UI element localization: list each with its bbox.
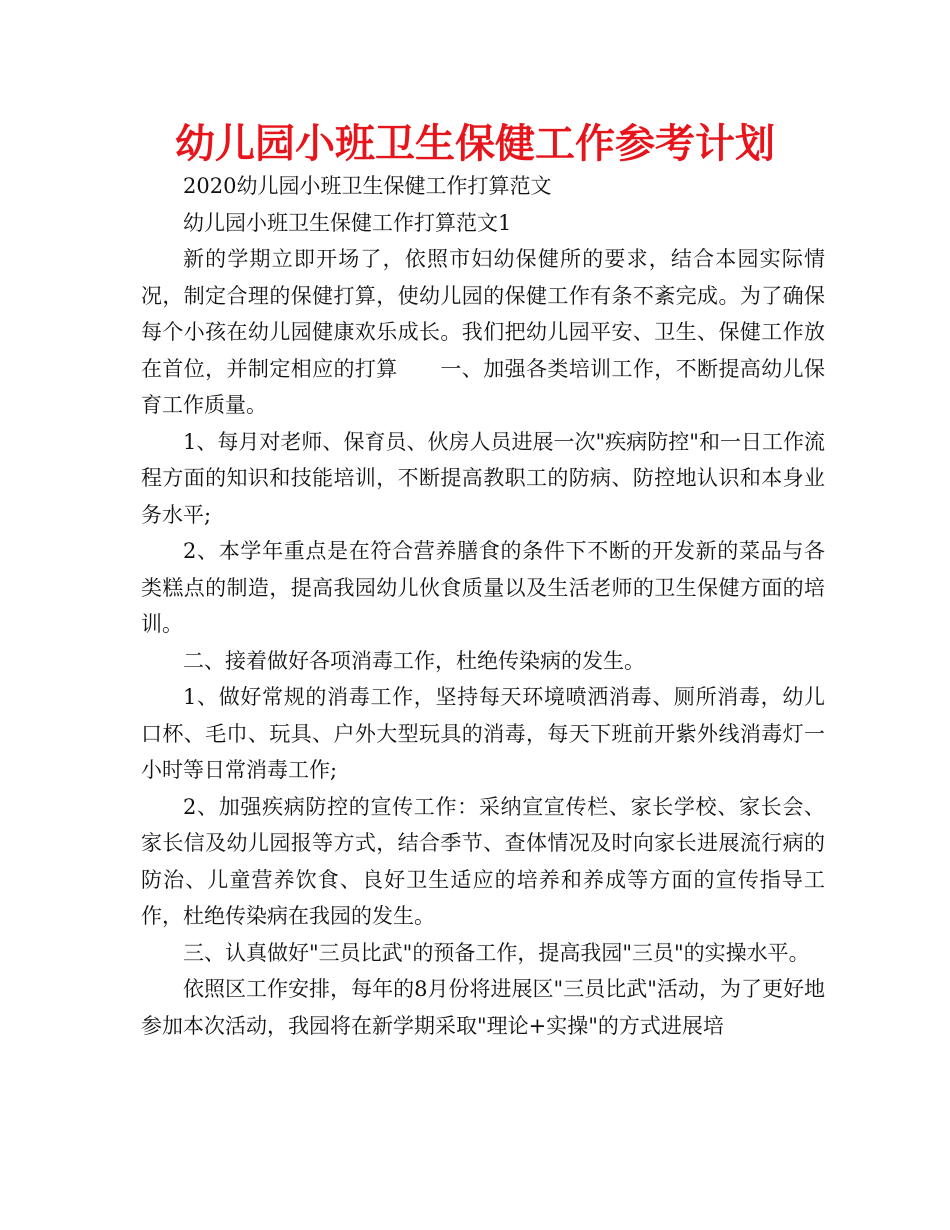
paragraph: 依照区工作安排，每年的8月份将进展区"三员比武"活动，为了更好地参加本次活动，我园将在新学期采取"理论+实操"的方式进展培: [141, 977, 825, 1038]
paragraph: 幼儿园小班卫生保健工作打算范文1: [183, 210, 512, 235]
paragraph: 三、认真做好"三员比武"的预备工作，提高我园"三员"的实操水平。: [183, 940, 810, 965]
paragraph: 2、本学年重点是在符合营养膳食的条件下不断的开发新的菜品与各类糕点的制造，提高我园幼儿伙食质量以及生活老师的卫生保健方面的培训。: [141, 539, 825, 636]
paragraph: 1、每月对老师、保育员、伙房人员进展一次"疾病防控"和一日工作流程方面的知识和技能培训，不断提高教职工的防病、防控地认识和本身业务水平;: [141, 429, 825, 527]
paragraph: 1、做好常规的消毒工作，坚持每天环境喷洒消毒、厕所消毒，幼儿口杯、毛巾、玩具、户外大型玩具的消毒，每天下班前开紫外线消毒灯一小时等日常消毒工作;: [141, 685, 825, 782]
paragraph: 2、加强疾病防控的宣传工作：采纳宣宣传栏、家长学校、家长会、家长信及幼儿园报等方式，结合季节、查体情况及时向家长进展流行病的防治、儿童营养饮食、良好卫生适应的培养和养成等方面的宣传指导工作，杜绝传染病在我园的发生。: [141, 794, 825, 928]
paragraph: 新的学期立即开场了，依照市妇幼保健所的要求，结合本园实际情况，制定合理的保健打算，使幼儿园的保健工作有条不紊完成。为了确保每个小孩在幼儿园健康欢乐成长。我们把幼儿园平安、卫生、保健工作放在首位，并制定相应的打算 一、加强各类培训工作，不断提高幼儿保育工作质量。: [141, 247, 825, 417]
paragraph: 二、接着做好各项消毒工作，杜绝传染病的发生。: [183, 648, 645, 673]
document-title: 幼儿园小班卫生保健工作参考计划: [175, 121, 775, 167]
paragraph: 2020幼儿园小班卫生保健工作打算范文: [183, 174, 552, 198]
document-body: [141, 168, 825, 1044]
